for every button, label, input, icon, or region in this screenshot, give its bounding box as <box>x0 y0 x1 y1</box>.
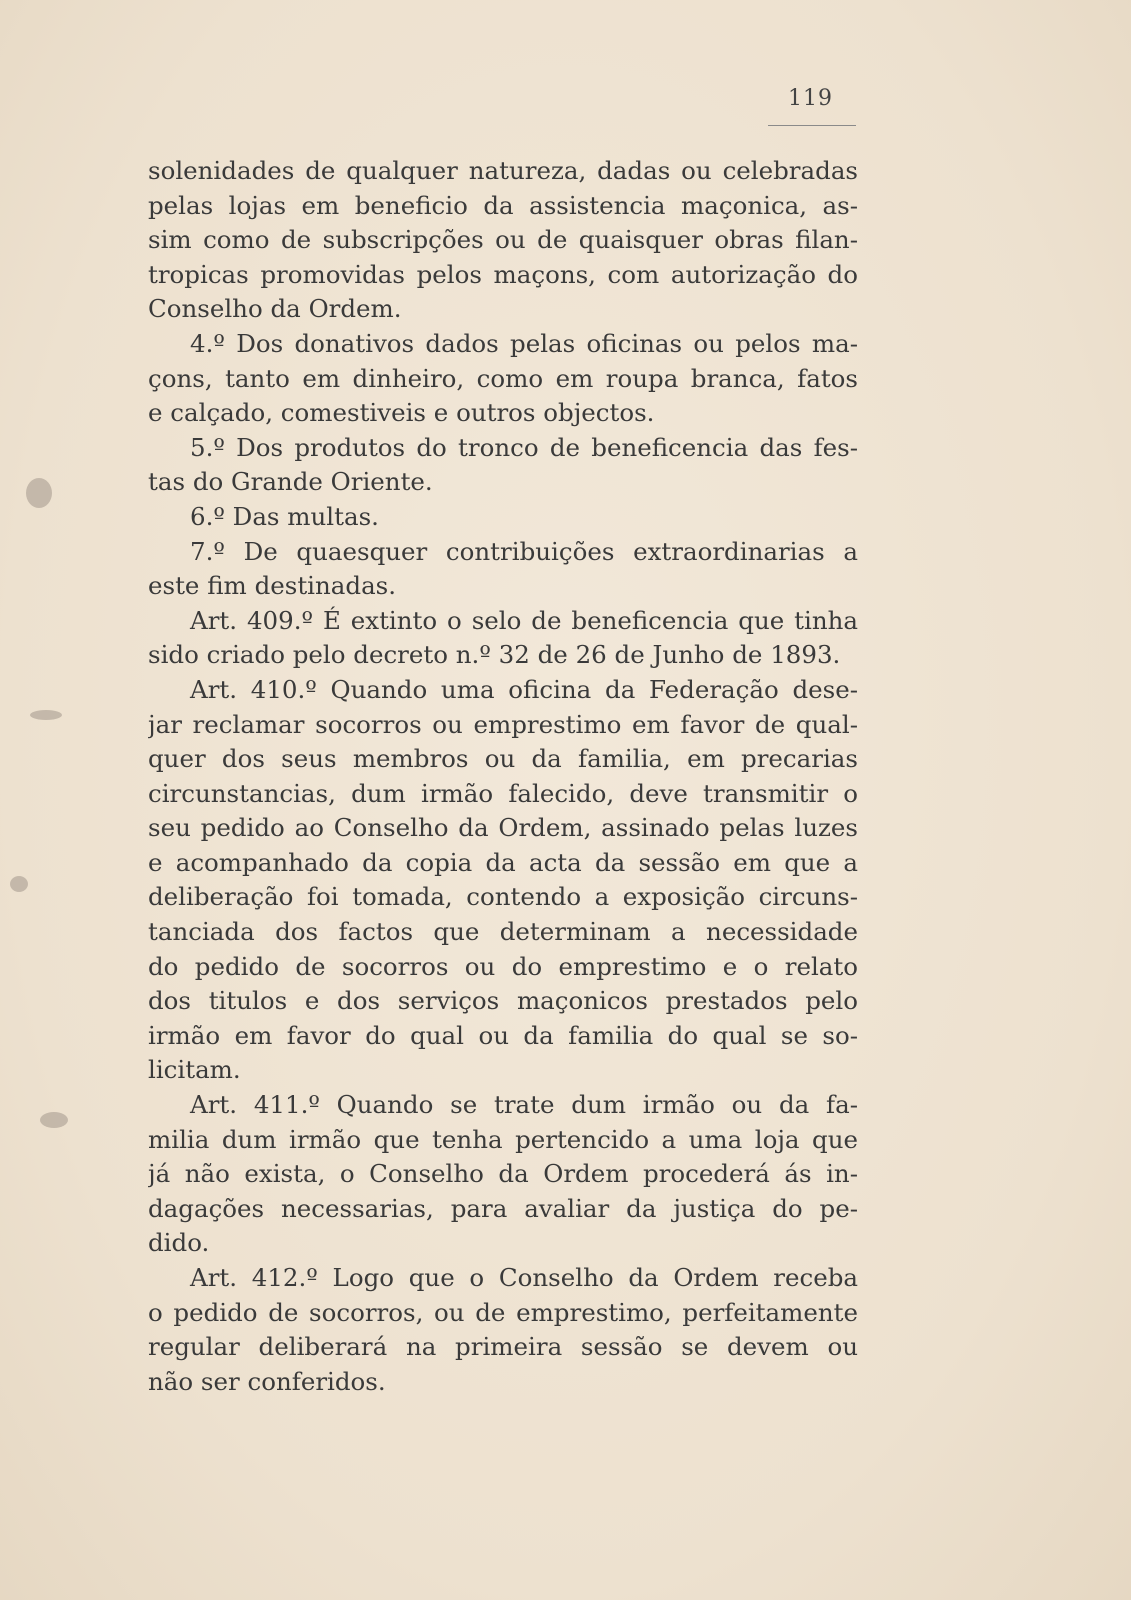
margin-stain <box>40 1112 68 1128</box>
text-line: tropicas promovidas pelos maçons, com autorização do <box>148 259 858 289</box>
text-line: Conselho da Ordem. <box>148 294 402 324</box>
margin-stain <box>26 478 52 508</box>
text-line: 5.º Dos produtos do tronco de beneficencia das fes- <box>190 432 858 462</box>
text-line: Art. 412.º Logo que o Conselho da Ordem receba <box>190 1263 858 1292</box>
text-line: 6.º Das multas. <box>190 501 379 531</box>
text-line: e calçado, comestiveis e outros objectos. <box>148 398 655 428</box>
text-line: pelas lojas em beneficio da assistencia maçonica, as- <box>148 190 858 220</box>
text-line: já não exista, o Conselho da Ordem procederá ás in- <box>148 1159 858 1189</box>
text-line: quer dos seus membros ou da familia, em precarias <box>148 744 858 774</box>
text-line: çons, tanto em dinheiro, como em roupa branca, fatos <box>148 363 858 393</box>
text-line: sim como de subscripções ou de quaisquer obras filan- <box>148 225 858 255</box>
text-line: jar reclamar socorros ou emprestimo em favor de qual- <box>148 709 858 739</box>
margin-stain <box>30 710 62 720</box>
text-line: circunstancias, dum irmão falecido, deve transmitir o <box>148 778 858 808</box>
text-line: regular deliberará na primeira sessão se devem ou <box>148 1332 858 1362</box>
text-line: dido. <box>148 1228 210 1258</box>
text-line: Art. 410.º Quando uma oficina da Federação dese- <box>190 674 858 704</box>
text-line: milia dum irmão que tenha pertencido a uma loja que <box>148 1124 858 1154</box>
text-line: 4.º Dos donativos dados pelas oficinas ou pelos ma- <box>190 328 858 358</box>
text-line: Art. 409.º É extinto o selo de beneficencia que tinha <box>190 605 858 635</box>
margin-stain <box>10 876 28 892</box>
text-line: tanciada dos factos que determinam a necessidade <box>148 917 858 947</box>
text-line: 7.º De quaesquer contribuições extraordinarias a <box>190 536 858 566</box>
page-number: 119 <box>788 86 833 111</box>
page-number-rule <box>768 125 856 126</box>
text-line: dos titulos e dos serviços maçonicos prestados pelo <box>148 986 858 1016</box>
text-line: dagações necessarias, para avaliar da justiça do pe- <box>148 1193 858 1223</box>
text-line: seu pedido ao Conselho da Ordem, assinado pelas luzes <box>148 813 858 843</box>
text-line: solenidades de qualquer natureza, dadas ou celebradas <box>148 156 858 185</box>
text-line: Art. 411.º Quando se trate dum irmão ou da fa- <box>190 1090 858 1120</box>
text-line: não ser conferidos. <box>148 1366 386 1396</box>
text-line: tas do Grande Oriente. <box>148 467 433 497</box>
text-line: sido criado pelo decreto n.º 32 de 26 de Junho de 1893. <box>148 640 841 670</box>
text-line: irmão em favor do qual ou da familia do qual se so- <box>148 1020 858 1050</box>
text-line: licitam. <box>148 1055 241 1085</box>
text-line: deliberação foi tomada, contendo a exposição circuns- <box>148 882 858 912</box>
text-line: e acompanhado da copia da acta da sessão em que a <box>148 847 858 877</box>
text-line: do pedido de socorros ou do emprestimo e o relato <box>148 951 858 981</box>
body-text <box>148 154 858 1399</box>
text-line: este fim destinadas. <box>148 571 397 601</box>
text-line: o pedido de socorros, ou de emprestimo, perfeitamente <box>148 1297 858 1327</box>
